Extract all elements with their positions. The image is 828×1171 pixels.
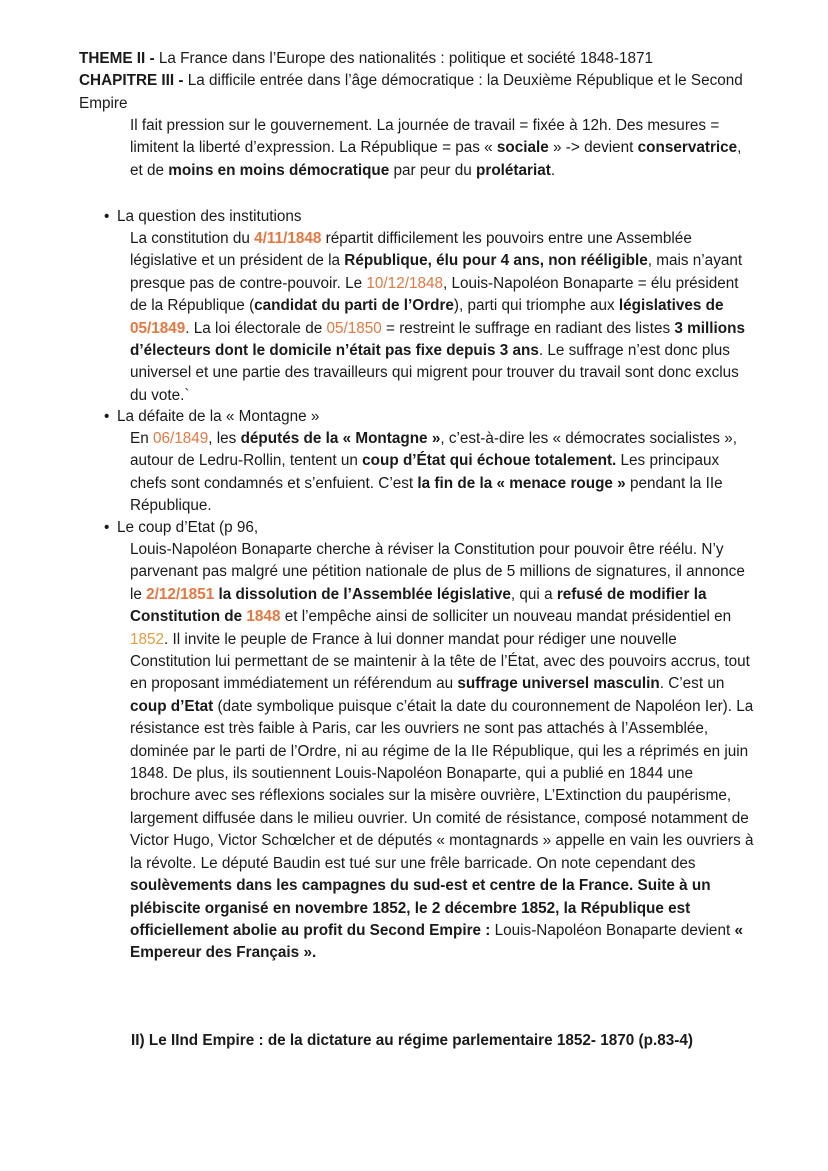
date-highlight: 2/12/1851 — [146, 585, 215, 603]
text-run: prolétariat — [476, 161, 551, 179]
text-run: répartit difficilement les pouvoirs entre une Assemblée législative et un président de la — [130, 230, 692, 270]
section-coup-detat-body — [130, 539, 755, 965]
text-run: La constitution du — [130, 230, 255, 247]
text-run: . La loi électorale de — [185, 319, 327, 337]
bullet-icon: • — [104, 519, 110, 536]
intro-paragraph — [130, 115, 750, 182]
text-run: , c’est-à-dire les « démocrates socialistes », autour de Ledru-Rollin, tentent un — [130, 430, 738, 470]
chapter-heading — [79, 70, 779, 115]
theme-text: La France dans l’Europe des nationalités : politique et société 1848-1871 — [154, 50, 653, 67]
text-run: pendant la IIe République. — [130, 474, 723, 515]
chapter-text: La difficile entrée dans l’âge démocratique : la Deuxième République et le Second Empire — [79, 72, 743, 112]
section-heading-second-empire — [131, 1030, 731, 1052]
date-highlight: 4/11/1848 — [254, 230, 322, 247]
bullet-title: Le coup d’Etat (p 96, — [117, 519, 259, 536]
text-run: Les principaux chefs sont condamnés et s’enfuient. C’est — [130, 452, 720, 492]
text-run: candidat du parti de l’Ordre — [254, 297, 454, 315]
text-run: . Le suffrage n’est donc plus universel et une partie des travailleurs qui migrent pour trouver du travail sont donc exclus du vote.` — [130, 342, 739, 404]
text-run: sociale — [496, 139, 549, 157]
bullet-icon: • — [104, 208, 110, 225]
text-run: , mais n’ayant presque pas de contre-pouvoir. Le — [130, 252, 743, 292]
text-run: coup d’Etat — [130, 697, 214, 715]
text-run: Louis-Napoléon Bonaparte devient — [490, 921, 735, 939]
text-run: 3 millions d’électeurs dont le domicile n’était pas fixe depuis 3 ans — [130, 319, 745, 360]
text-run: suffrage universel masculin — [457, 675, 660, 693]
document-header — [79, 48, 779, 115]
text-run: (date symbolique puisque c’était la date du couronnement de Napoléon Ier). La résistance est très faible à Paris, car les ouvriers ne sont pas attachés à l’Assemblée, dominée par le parti de l’Ordre, ni au régime de la IIe République, qui les a réprimés en juin 1848. De plus, ils soutiennent Louis-Napoléon Bonaparte, qui a publié en 1844 une brochure avec ses réflexions sociales sur la misère ouvrière, L’Extinction du paupérisme, largement diffusée dans le milieu ouvrier. Un comité de résistance, composé notamment de Victor Hugo, Victor Schœlcher et de députés « montagnards » appelle en vain les ouvriers à la révolte. Le député Baudin est tué sur une frêle barricade. On note cependant des — [130, 697, 754, 872]
text-run: ), parti qui triomphe aux — [453, 297, 619, 315]
text-run: En — [130, 430, 153, 447]
text-run: République, élu pour 4 ans, non rééligible — [344, 252, 648, 270]
text-run: « Empereur des Français ». — [130, 921, 743, 962]
text-run: législatives de — [618, 297, 724, 315]
chapter-label: CHAPITRE III - — [79, 72, 184, 90]
date-highlight: 1852 — [130, 630, 165, 648]
text-run: , Louis-Napoléon Bonaparte = élu président de la République ( — [130, 274, 739, 315]
text-run: la dissolution de l’Assemblée législative — [218, 585, 511, 603]
text-run: . C’est un — [659, 675, 725, 693]
section-montagne-body — [130, 428, 755, 518]
text-run: et l’empêche ainsi de solliciter un nouveau mandat présidentiel en — [280, 608, 732, 626]
date-highlight: 1848 — [246, 608, 281, 626]
text-run: . — [550, 161, 556, 179]
date-highlight: 10/12/1848 — [366, 274, 443, 292]
text-run: députés de la « Montagne » — [240, 430, 441, 447]
bullet-title: La défaite de la « Montagne » — [117, 408, 320, 425]
theme-heading — [79, 48, 779, 70]
text-run: = restreint le suffrage en radiant des listes — [381, 319, 675, 337]
text-run: Il fait pression sur le gouvernement. La journée de travail = fixée à 12h. Des mesures = limitent la liberté d’expression. La République = pas « — [130, 117, 720, 157]
date-highlight: 05/1850 — [326, 319, 382, 337]
text-run: par peur du — [389, 161, 477, 179]
bullet-title: La question des institutions — [117, 208, 302, 225]
text-run: conservatrice — [637, 139, 738, 157]
bullet-icon: • — [104, 408, 110, 425]
theme-label: THEME II - — [79, 50, 155, 67]
text-run: , et de — [130, 139, 742, 179]
text-run: refusé de modifier la Constitution de — [130, 585, 707, 626]
text-run: la fin de la « menace rouge » — [417, 474, 626, 492]
text-run: . Il invite le peuple de France à lui donner mandat pour rédiger une nouvelle Constitution lui permettant de se maintenir à la tête de l’État, avec des pouvoirs accrus, tout en proposant immédiatement un référendum au — [130, 630, 750, 693]
text-run: soulèvements dans les campagnes du sud-est et centre de la France. Suite à un plébiscite organisé en novembre 1852, le 2 décembre 1852, la République est officiellement abolie au profit du Second Empire : — [130, 877, 711, 939]
text-run: moins en moins démocratique — [168, 161, 390, 179]
text-run: , qui a — [510, 585, 557, 603]
text-run: , les — [208, 430, 241, 447]
date-highlight: 05/1849 — [130, 319, 186, 337]
text-run: Louis-Napoléon Bonaparte cherche à réviser la Constitution pour pouvoir être réélu. N’y parvenant pas malgré une pétition nationale de plus de 5 millions de signatures, il annonce le — [130, 541, 745, 603]
text-run: » -> devient — [548, 139, 638, 157]
section-institutions-body — [130, 228, 755, 407]
date-highlight: 06/1849 — [152, 430, 209, 447]
text-run: coup d’État qui échoue totalement. — [362, 452, 617, 470]
section-title: II) Le IInd Empire : de la dictature au régime parlementaire 1852- 1870 (p.83-4) — [131, 1032, 693, 1049]
